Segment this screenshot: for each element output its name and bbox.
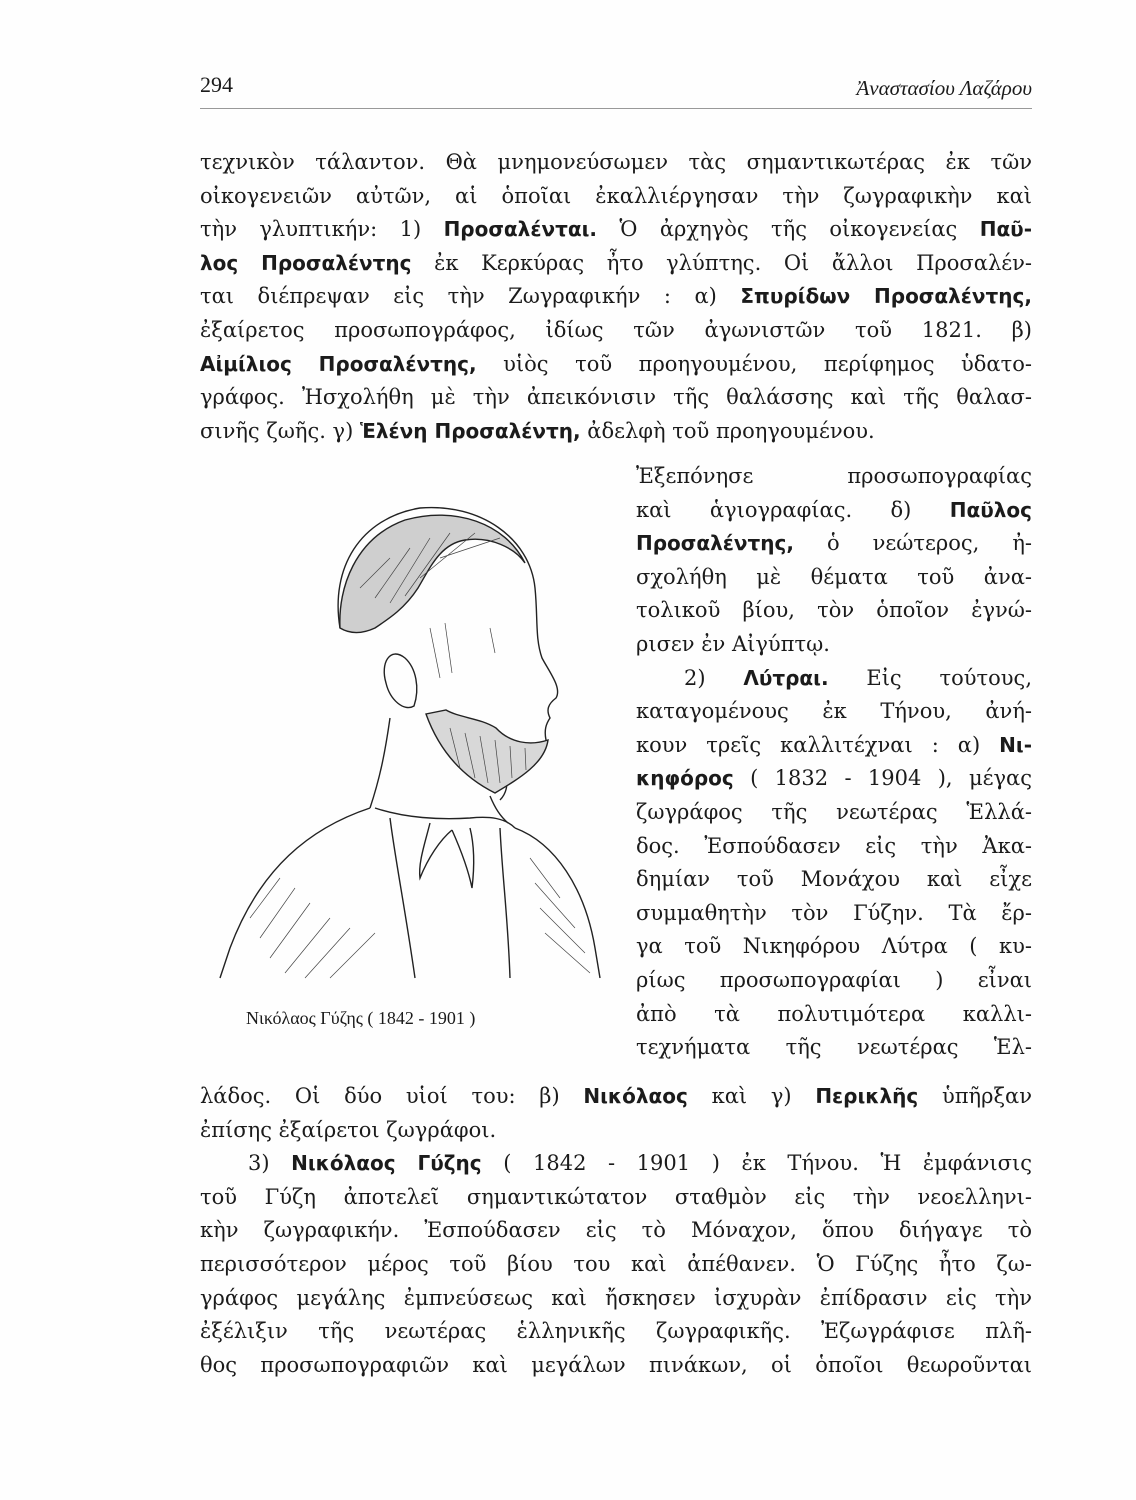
text-run: γράφος. Ἠσχολήθη μὲ τὴν ἀπεικόνισιν τῆς θαλάσσης καὶ τῆς θαλασ- <box>200 385 1032 410</box>
text-run: Ὁ ἀρχηγὸς τῆς οἰκογενείας <box>596 217 980 242</box>
text-line <box>200 1114 1032 1148</box>
bold-name: κηφόρος <box>636 766 734 791</box>
text-run: τεχνικὸν τάλαντον. Θὰ μνημονεύσωμεν τὰς σημαντικωτέρας ἐκ τῶν <box>200 150 1032 174</box>
text-run: γράφος μεγάλης ἐμπνεύσεως καὶ ἤσκησεν ἰσχυρὰν ἐπίδρασιν εἰς τὴν <box>200 1285 1032 1310</box>
bold-name: Ἑλένη Προσαλέντη, <box>359 418 581 443</box>
text-line <box>200 1080 1032 1114</box>
bold-name: Αἰμίλιος Προσαλέντης, <box>200 351 477 376</box>
text-line <box>636 796 1032 830</box>
text-line <box>636 762 1032 796</box>
text-line <box>200 381 1032 415</box>
text-run: ται διέπρεψαν εἰς τὴν Ζωγραφικήν : α) <box>200 284 741 309</box>
portrait-engraving <box>190 478 610 998</box>
text-run: λάδος. Οἱ δύο υἱοί του: β) <box>200 1084 584 1108</box>
text-run: τὴν γλυπτικήν: 1) <box>200 217 444 242</box>
text-run: συμμαθητὴν τὸν Γύζην. Τὰ ἔρ- <box>636 900 1032 925</box>
text-line <box>200 1181 1032 1215</box>
text-run: ἐκ Κερκύρας ἦτο γλύπτης. Οἱ ἄλλοι Προσαλέν- <box>411 250 1032 275</box>
text-line <box>636 964 1032 998</box>
text-line <box>200 247 1032 281</box>
bold-name: Λύτραι. <box>743 665 829 690</box>
bold-name: Παῦ- <box>979 217 1032 242</box>
text-run: τεχνήματα τῆς νεωτέρας Ἑλ- <box>636 1035 1032 1060</box>
bold-name: Νικόλαος <box>583 1084 688 1108</box>
bold-name: Προσαλέντης, <box>636 531 794 556</box>
text-line <box>636 494 1032 528</box>
text-run: ἀπὸ τὰ πολυτιμότερα καλλι- <box>636 1001 1032 1026</box>
text-line <box>200 1248 1032 1282</box>
text-line <box>200 1147 1032 1181</box>
bold-name: Παῦλος <box>949 497 1032 522</box>
header-rule <box>200 108 1032 109</box>
text-line <box>200 213 1032 247</box>
text-run: ρισεν ἐν Αἰγύπτῳ. <box>636 631 830 656</box>
text-run: ὁ νεώτερος, ἠ- <box>793 531 1032 556</box>
text-run: κὴν ζωγραφικήν. Ἐσπούδασεν εἰς τὸ Μόναχον, ὅπου διήγαγε τὸ <box>200 1218 1032 1243</box>
text-line <box>636 830 1032 864</box>
text-run: ἐξέλιξιν τῆς νεωτέρας ἑλληνικῆς ζωγραφικῆς. Ἐζωγράφισε πλῆ- <box>200 1319 1032 1344</box>
text-line <box>636 897 1032 931</box>
text-line <box>636 628 1032 662</box>
text-run: ὑπῆρξαν <box>918 1084 1032 1108</box>
text-run: υἱὸς τοῦ προηγουμένου, περίφημος ὑδατο- <box>476 351 1032 376</box>
text-line <box>636 729 1032 763</box>
text-line <box>200 1282 1032 1316</box>
text-run: θος προσωπογραφιῶν καὶ μεγάλων πινάκων, οἱ ὁποῖοι θεωροῦνται <box>200 1352 1032 1377</box>
text-line <box>200 415 1032 449</box>
bold-name: Προσαλένται. <box>443 217 597 242</box>
text-run: 2) <box>684 665 744 690</box>
text-line <box>636 561 1032 595</box>
text-line <box>636 863 1032 897</box>
text-line <box>200 180 1032 214</box>
text-line <box>636 930 1032 964</box>
text-line <box>200 314 1032 348</box>
text-run: ( 1842 - 1901 ) ἐκ Τήνου. Ἡ ἐμφάνισις <box>481 1151 1032 1176</box>
text-line <box>200 1214 1032 1248</box>
text-line <box>200 146 1032 180</box>
text-run: δημίαν τοῦ Μονάχου καὶ εἶχε <box>636 867 1032 892</box>
right-column-text <box>636 460 1032 1065</box>
bold-name: Νι- <box>999 732 1032 757</box>
text-line <box>200 1349 1032 1383</box>
text-run: ἀδελφὴ τοῦ προηγουμένου. <box>580 418 875 443</box>
text-line <box>636 662 1032 696</box>
text-run: γα τοῦ Νικηφόρου Λύτρα ( κυ- <box>636 934 1032 959</box>
text-line <box>636 527 1032 561</box>
text-line <box>200 280 1032 314</box>
text-line <box>200 348 1032 382</box>
text-run: ρίως προσωπογραφίαι ) εἶναι <box>636 967 1032 992</box>
page-number: 294 <box>200 72 233 97</box>
text-run: Ἐξεπόνησε προσωπογραφίας <box>636 464 1032 488</box>
text-run: ἐπίσης ἐξαίρετοι ζωγράφοι. <box>200 1117 497 1142</box>
top-paragraph <box>200 146 1032 448</box>
text-run: ἐξαίρετος προσωπογράφος, ἰδίως τῶν ἀγωνιστῶν τοῦ 1821. β) <box>200 317 1032 342</box>
text-run: τολικοῦ βίου, τὸν ὁποῖον ἐγνώ- <box>636 598 1032 623</box>
bold-name: λος Προσαλέντης <box>200 250 412 275</box>
text-run: καὶ γ) <box>687 1084 816 1108</box>
text-run: τοῦ Γύζη ἀποτελεῖ σημαντικώτατον σταθμὸν εἰς τὴν νεοελληνι- <box>200 1184 1032 1209</box>
bold-name: Περικλῆς <box>815 1084 919 1108</box>
text-run: 3) <box>248 1151 292 1176</box>
text-line <box>636 460 1032 494</box>
text-line <box>636 1031 1032 1065</box>
text-run: Εἰς τούτους, <box>828 665 1032 690</box>
text-run: οἰκογενειῶν αὐτῶν, αἱ ὁποῖαι ἐκαλλιέργησαν τὴν ζωγραφικὴν καὶ <box>200 183 1032 208</box>
text-line <box>636 695 1032 729</box>
text-line <box>636 594 1032 628</box>
portrait-caption: Νικόλαος Γύζης ( 1842 - 1901 ) <box>246 1008 476 1028</box>
running-head: Ἀναστασίου Λαζάρου <box>856 76 1032 100</box>
bold-name: Νικόλαος Γύζης <box>291 1151 482 1176</box>
text-run: κουν τρεῖς καλλιτέχναι : α) <box>636 732 1000 757</box>
bottom-paragraph <box>200 1080 1032 1382</box>
text-run: σινῆς ζωῆς. γ) <box>200 418 360 443</box>
text-line <box>636 998 1032 1032</box>
text-run: σχολήθη μὲ θέματα τοῦ ἀνα- <box>636 564 1032 589</box>
text-run: περισσότερον μέρος τοῦ βίου του καὶ ἀπέθανεν. Ὁ Γύζης ἦτο ζω- <box>200 1251 1032 1276</box>
text-run: καὶ ἁγιογραφίας. δ) <box>636 497 950 522</box>
text-line <box>200 1315 1032 1349</box>
text-run: ( 1832 - 1904 ), μέγας <box>733 766 1032 791</box>
bold-name: Σπυρίδων Προσαλέντης, <box>740 284 1032 309</box>
text-run: ζωγράφος τῆς νεωτέρας Ἑλλά- <box>636 799 1032 824</box>
text-run: δος. Ἐσπούδασεν εἰς τὴν Ἀκα- <box>636 833 1032 858</box>
page-header <box>200 72 1032 104</box>
text-run: καταγομένους ἐκ Τήνου, ἀνή- <box>636 699 1032 724</box>
